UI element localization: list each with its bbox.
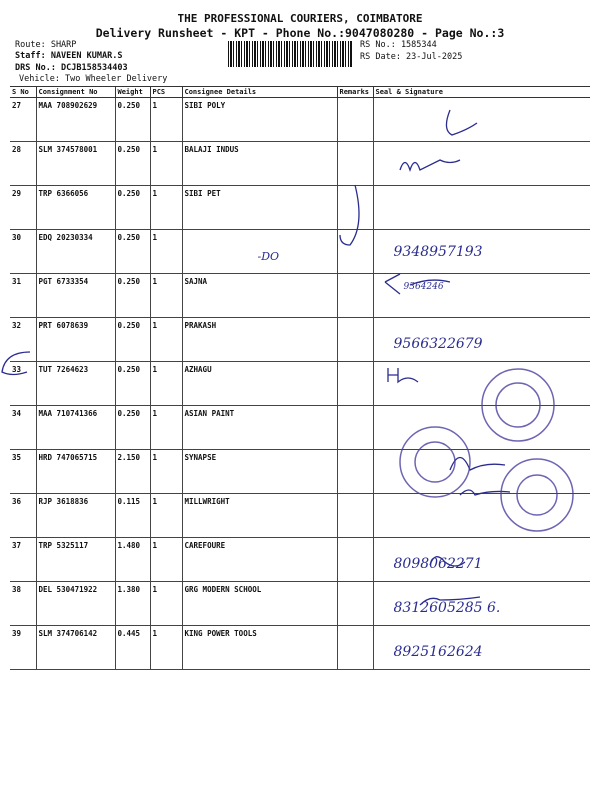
cell-pcs: 1	[150, 626, 182, 670]
cell-sno: 29	[10, 186, 36, 230]
cell-cno: MAA 710741366	[36, 406, 115, 450]
column-header: S No	[10, 87, 36, 98]
signature-39	[420, 597, 480, 605]
stamp-synapse	[400, 427, 470, 497]
cell-sno: 39	[10, 626, 36, 670]
vehicle: Vehicle: Two Wheeler Delivery	[19, 74, 168, 84]
signature-31	[385, 274, 450, 294]
cell-weight: 0.250	[115, 186, 150, 230]
column-header: Remarks	[337, 87, 373, 98]
cell-sno: 33	[10, 362, 36, 406]
cell-weight: 0.250	[115, 274, 150, 318]
cell-cno: MAA 708902629	[36, 98, 115, 142]
cell-weight: 0.250	[115, 98, 150, 142]
handwritten-note: -DO	[257, 250, 280, 263]
cell-sno: 28	[10, 142, 36, 186]
cell-cno: DEL 530471922	[36, 582, 115, 626]
cell-weight: 0.250	[115, 142, 150, 186]
signature-36	[460, 490, 510, 495]
cell-weight: 2.150	[115, 450, 150, 494]
signature-35	[450, 458, 505, 471]
document-subtitle: Delivery Runsheet - KPT - Phone No.:9047080280 - Page No.:3	[95, 26, 505, 40]
route: Route: SHARP	[15, 40, 77, 50]
cell-pcs: 1	[150, 362, 182, 406]
consignee-name: CAREFOURE	[184, 541, 226, 550]
cell-cno: HRD 747065715	[36, 450, 115, 494]
handwritten-phone: 9348957193	[393, 244, 483, 260]
cell-pcs: 1	[150, 538, 182, 582]
consignee-name: SIBI POLY	[184, 101, 226, 110]
cell-cno: TRP 6366056	[36, 186, 115, 230]
cell-pcs: 1	[150, 186, 182, 230]
circle-33	[2, 352, 30, 375]
signature-28	[400, 160, 460, 170]
column-header: Seal & Signature	[373, 87, 590, 98]
cell-sno: 31	[10, 274, 36, 318]
signature-38	[430, 557, 465, 566]
document-title: THE PROFESSIONAL COURIERS, COIMBATORE	[177, 12, 423, 25]
handwritten-phone: 8312605285 6.	[393, 600, 501, 616]
column-header: Consignee Details	[182, 87, 337, 98]
cell-pcs: 1	[150, 450, 182, 494]
column-header: PCS	[150, 87, 182, 98]
cell-cno: TRP 5325117	[36, 538, 115, 582]
stamp-millwright	[501, 459, 573, 531]
drs-number: DRS No.: DCJB158534403	[15, 63, 128, 73]
cell-sno: 34	[10, 406, 36, 450]
handwritten-phone: 9364246	[403, 282, 444, 292]
cell-sno: 37	[10, 538, 36, 582]
consignee-name: SAJNA	[184, 277, 208, 286]
cell-weight: 1.480	[115, 538, 150, 582]
signature-33	[388, 368, 418, 382]
staff: Staff: NAVEEN KUMAR.S	[15, 51, 123, 61]
cell-sno: 30	[10, 230, 36, 274]
consignee-name: SIBI PET	[184, 189, 221, 198]
consignee-name: BALAJI INDUS	[184, 145, 239, 154]
cell-pcs: 1	[150, 98, 182, 142]
cell-weight: 0.250	[115, 318, 150, 362]
handwritten-phone: 9566322679	[393, 336, 483, 352]
cell-weight: 0.115	[115, 494, 150, 538]
cell-weight: 0.250	[115, 406, 150, 450]
cell-pcs: 1	[150, 230, 182, 274]
cell-pcs: 1	[150, 142, 182, 186]
cell-pcs: 1	[150, 406, 182, 450]
rs-number: RS No.: 1585344	[360, 40, 437, 50]
consignee-name: GRG MODERN SCHOOL	[184, 585, 262, 594]
cell-weight: 0.445	[115, 626, 150, 670]
consignee-name: KING POWER TOOLS	[184, 629, 257, 638]
handwritten-phone: 8098062271	[393, 556, 483, 572]
column-header: Weight	[115, 87, 150, 98]
cell-cno: SLM 374706142	[36, 626, 115, 670]
consignee-name: PRAKASH	[184, 321, 217, 330]
cell-cno: EDQ 20230334	[36, 230, 115, 274]
cell-cno: TUT 7264623	[36, 362, 115, 406]
column-header: Consignment No	[36, 87, 115, 98]
cell-weight: 1.380	[115, 582, 150, 626]
cell-sno: 32	[10, 318, 36, 362]
cell-cno: PRT 6078639	[36, 318, 115, 362]
cell-weight: 0.250	[115, 230, 150, 274]
cell-weight: 0.250	[115, 362, 150, 406]
stamp-asian-paints	[482, 369, 554, 441]
cell-cno: SLM 374578001	[36, 142, 115, 186]
consignee-name: SYNAPSE	[184, 453, 217, 462]
cell-cno: RJP 3618836	[36, 494, 115, 538]
cell-cno: PGT 6733354	[36, 274, 115, 318]
cell-pcs: 1	[150, 582, 182, 626]
cell-sno: 36	[10, 494, 36, 538]
consignee-name: MILLWRIGHT	[184, 497, 230, 506]
cell-sno: 35	[10, 450, 36, 494]
consignee-name: ASIAN PAINT	[184, 409, 235, 418]
handwritten-phone: 8925162624	[393, 644, 483, 660]
signature-30-mark	[340, 185, 359, 245]
cell-pcs: 1	[150, 274, 182, 318]
cell-sno: 27	[10, 98, 36, 142]
cell-pcs: 1	[150, 494, 182, 538]
signature-27	[446, 110, 477, 135]
rs-date: RS Date: 23-Jul-2025	[360, 52, 463, 62]
consignee-name: AZHAGU	[184, 365, 212, 374]
cell-sno: 38	[10, 582, 36, 626]
cell-pcs: 1	[150, 318, 182, 362]
